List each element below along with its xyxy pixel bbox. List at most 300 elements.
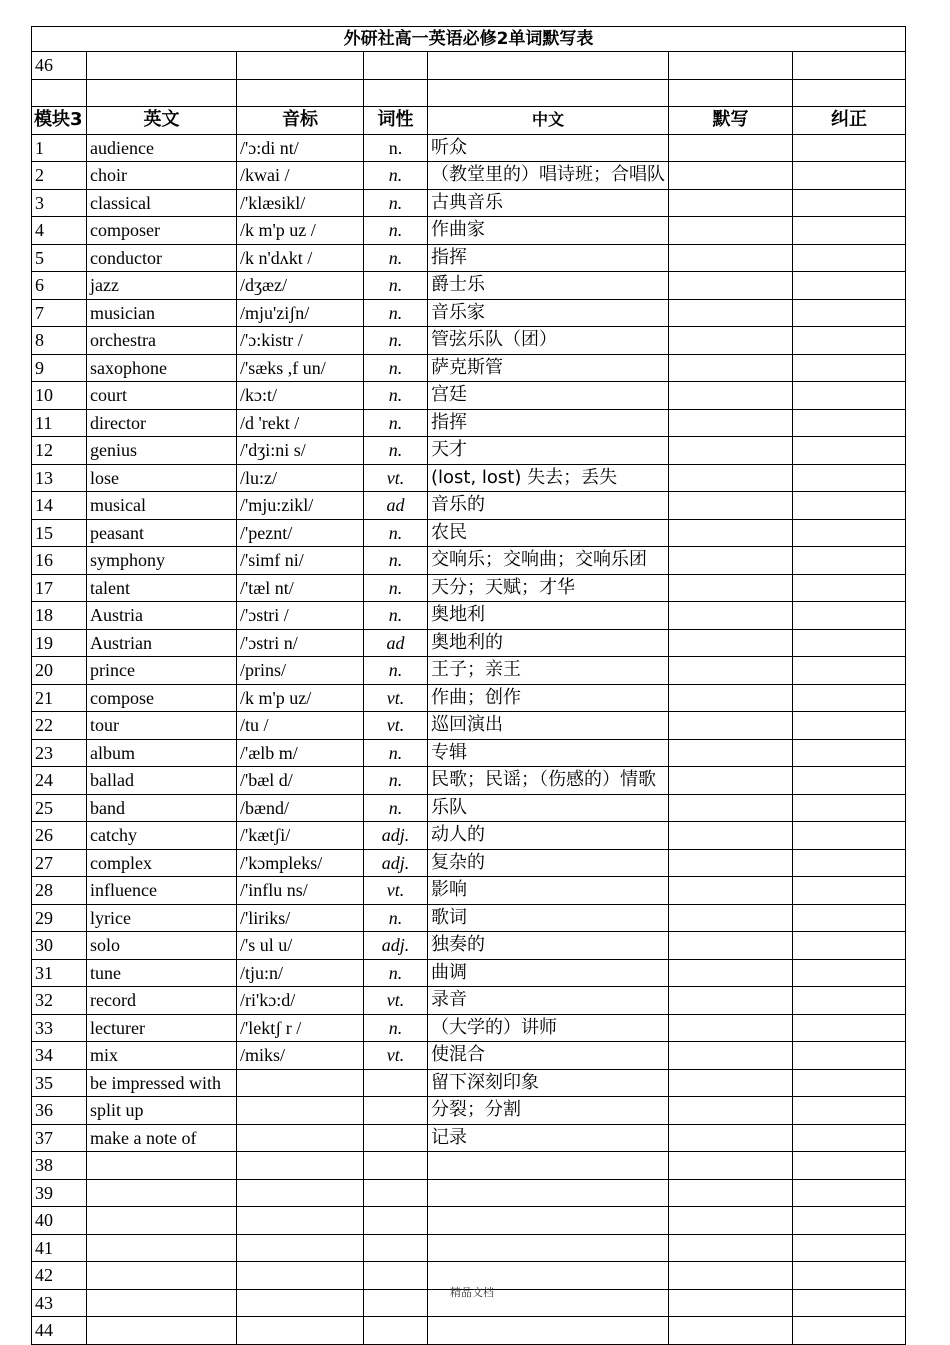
english-word: composer: [87, 217, 237, 245]
phonetic: /ri'kɔ:d/: [237, 987, 364, 1015]
chinese-meaning: 作曲家: [428, 217, 669, 245]
dictation-cell: [669, 712, 793, 740]
row-number: 38: [32, 1152, 87, 1180]
word-row: [32, 739, 906, 767]
row-number: 37: [32, 1124, 87, 1152]
correction-cell: [793, 1289, 906, 1317]
correction-cell: [793, 574, 906, 602]
row-number: 18: [32, 602, 87, 630]
part-of-speech: n.: [364, 767, 428, 795]
english-word: Austria: [87, 602, 237, 630]
part-of-speech: [364, 1179, 428, 1207]
chinese-meaning: 王子；亲王: [428, 657, 669, 685]
chinese-meaning: 专辑: [428, 739, 669, 767]
phonetic: /'sæks ,f un/: [237, 354, 364, 382]
part-of-speech: n.: [364, 354, 428, 382]
dictation-cell: [669, 134, 793, 162]
english-word: director: [87, 409, 237, 437]
part-of-speech: [364, 1317, 428, 1345]
row-number: 39: [32, 1179, 87, 1207]
header-dictation: 默写: [669, 107, 793, 135]
phonetic: /bænd/: [237, 794, 364, 822]
part-of-speech: n.: [364, 299, 428, 327]
part-of-speech: n.: [364, 189, 428, 217]
blank-row: [32, 79, 906, 107]
part-of-speech: ad: [364, 629, 428, 657]
part-of-speech: n.: [364, 794, 428, 822]
word-row: [32, 272, 906, 300]
part-of-speech: n.: [364, 382, 428, 410]
correction-cell: [793, 1317, 906, 1345]
word-row: [32, 1207, 906, 1235]
word-row: [32, 959, 906, 987]
row-number: 30: [32, 932, 87, 960]
phonetic: [237, 1289, 364, 1317]
footer-watermark: 精品文档: [450, 1286, 494, 1299]
phonetic: /d 'rekt /: [237, 409, 364, 437]
correction-cell: [793, 1179, 906, 1207]
dictation-cell: [669, 767, 793, 795]
dictation-cell: [669, 987, 793, 1015]
english-word: conductor: [87, 244, 237, 272]
phonetic: /'bæl d/: [237, 767, 364, 795]
phonetic: /mju'ziʃn/: [237, 299, 364, 327]
dictation-cell: [669, 794, 793, 822]
correction-cell: [793, 1014, 906, 1042]
chinese-meaning: 复杂的: [428, 849, 669, 877]
dictation-cell: [669, 959, 793, 987]
word-row: [32, 244, 906, 272]
dictation-cell: [669, 244, 793, 272]
row-number: 2: [32, 162, 87, 190]
word-row: [32, 162, 906, 190]
chinese-meaning: 天分；天赋；才华: [428, 574, 669, 602]
chinese-meaning: 管弦乐队（团）: [428, 327, 669, 355]
part-of-speech: [364, 1097, 428, 1125]
chinese-meaning: 音乐的: [428, 492, 669, 520]
part-of-speech: ad: [364, 492, 428, 520]
dictation-cell: [669, 1152, 793, 1180]
part-of-speech: [364, 1069, 428, 1097]
phonetic: /'mju:zikl/: [237, 492, 364, 520]
word-row: [32, 382, 906, 410]
english-word: mix: [87, 1042, 237, 1070]
correction-cell: [793, 684, 906, 712]
chinese-meaning: 民歌；民谣；（伤感的）情歌: [428, 767, 669, 795]
phonetic: [237, 1207, 364, 1235]
word-row: [32, 712, 906, 740]
dictation-cell: [669, 602, 793, 630]
part-of-speech: n.: [364, 437, 428, 465]
english-word: [87, 1179, 237, 1207]
dictation-cell: [669, 739, 793, 767]
dictation-cell: [669, 1014, 793, 1042]
vocabulary-table: [31, 26, 906, 1345]
dictation-cell: [669, 1124, 793, 1152]
chinese-meaning: 听众: [428, 134, 669, 162]
row-number: 23: [32, 739, 87, 767]
english-word: split up: [87, 1097, 237, 1125]
dictation-cell: [669, 354, 793, 382]
part-of-speech: n.: [364, 1014, 428, 1042]
row-number: 27: [32, 849, 87, 877]
top-number-row: [32, 52, 906, 80]
word-row: [32, 437, 906, 465]
word-row: [32, 1234, 906, 1262]
word-row: [32, 299, 906, 327]
header-module: 模块3: [32, 107, 87, 135]
phonetic: /'tæl nt/: [237, 574, 364, 602]
english-word: [87, 1317, 237, 1345]
row-number: 24: [32, 767, 87, 795]
correction-cell: [793, 1042, 906, 1070]
dictation-cell: [669, 409, 793, 437]
word-row: [32, 354, 906, 382]
phonetic: [237, 1262, 364, 1290]
correction-cell: [793, 877, 906, 905]
row-number: 40: [32, 1207, 87, 1235]
phonetic: /k n'dʌkt /: [237, 244, 364, 272]
chinese-meaning: 影响: [428, 877, 669, 905]
correction-cell: [793, 794, 906, 822]
word-row: [32, 217, 906, 245]
phonetic: /'ɔ:di nt/: [237, 134, 364, 162]
correction-cell: [793, 1152, 906, 1180]
chinese-meaning: 歌词: [428, 904, 669, 932]
english-word: prince: [87, 657, 237, 685]
english-word: lose: [87, 464, 237, 492]
header-phonetic: 音标: [237, 107, 364, 135]
english-word: orchestra: [87, 327, 237, 355]
chinese-meaning: 爵士乐: [428, 272, 669, 300]
row-number: 28: [32, 877, 87, 905]
word-row: [32, 877, 906, 905]
sheet-title: 外研社高一英语必修2单词默写表: [32, 27, 906, 52]
word-row: [32, 822, 906, 850]
word-row: [32, 987, 906, 1015]
word-row: [32, 574, 906, 602]
chinese-meaning: [428, 1207, 669, 1235]
phonetic: /tu /: [237, 712, 364, 740]
word-row: [32, 1317, 906, 1345]
english-word: ballad: [87, 767, 237, 795]
dictation-cell: [669, 822, 793, 850]
word-row: [32, 547, 906, 575]
word-row: [32, 794, 906, 822]
header-correction: 纠正: [793, 107, 906, 135]
correction-cell: [793, 189, 906, 217]
correction-cell: [793, 1207, 906, 1235]
word-row: [32, 904, 906, 932]
dictation-cell: [669, 1289, 793, 1317]
part-of-speech: vt.: [364, 712, 428, 740]
word-row: [32, 464, 906, 492]
dictation-cell: [669, 547, 793, 575]
chinese-meaning: 奥地利的: [428, 629, 669, 657]
phonetic: /k m'p uz /: [237, 217, 364, 245]
row-number: 21: [32, 684, 87, 712]
row-number: 9: [32, 354, 87, 382]
row-number: 7: [32, 299, 87, 327]
english-word: album: [87, 739, 237, 767]
phonetic: /'klæsikl/: [237, 189, 364, 217]
english-word: talent: [87, 574, 237, 602]
part-of-speech: n.: [364, 162, 428, 190]
correction-cell: [793, 437, 906, 465]
correction-cell: [793, 244, 906, 272]
chinese-meaning: 古典音乐: [428, 189, 669, 217]
english-word: genius: [87, 437, 237, 465]
row-number: 17: [32, 574, 87, 602]
word-row: [32, 1152, 906, 1180]
phonetic: [237, 1097, 364, 1125]
english-word: [87, 1262, 237, 1290]
english-word: peasant: [87, 519, 237, 547]
chinese-meaning: 使混合: [428, 1042, 669, 1070]
dictation-cell: [669, 1179, 793, 1207]
part-of-speech: [364, 1152, 428, 1180]
title-row: [32, 27, 906, 52]
part-of-speech: n.: [364, 959, 428, 987]
phonetic: [237, 1317, 364, 1345]
part-of-speech: vt.: [364, 464, 428, 492]
part-of-speech: adj.: [364, 932, 428, 960]
chinese-meaning: 乐队: [428, 794, 669, 822]
part-of-speech: [364, 1289, 428, 1317]
english-word: saxophone: [87, 354, 237, 382]
english-word: be impressed with: [87, 1069, 237, 1097]
row-number: 36: [32, 1097, 87, 1125]
correction-cell: [793, 547, 906, 575]
correction-cell: [793, 767, 906, 795]
dictation-cell: [669, 217, 793, 245]
dictation-cell: [669, 1207, 793, 1235]
dictation-cell: [669, 932, 793, 960]
dictation-cell: [669, 299, 793, 327]
phonetic: /'s ul u/: [237, 932, 364, 960]
english-word: court: [87, 382, 237, 410]
dictation-cell: [669, 877, 793, 905]
part-of-speech: n.: [364, 134, 428, 162]
row-number: 35: [32, 1069, 87, 1097]
dictation-cell: [669, 904, 793, 932]
word-row: [32, 1097, 906, 1125]
part-of-speech: vt.: [364, 1042, 428, 1070]
part-of-speech: adj.: [364, 849, 428, 877]
row-number: 16: [32, 547, 87, 575]
dictation-cell: [669, 657, 793, 685]
chinese-meaning: 天才: [428, 437, 669, 465]
row-number: 10: [32, 382, 87, 410]
phonetic: /kɔ:t/: [237, 382, 364, 410]
english-word: record: [87, 987, 237, 1015]
row-number: 4: [32, 217, 87, 245]
chinese-meaning: 曲调: [428, 959, 669, 987]
phonetic: [237, 1234, 364, 1262]
english-word: [87, 1289, 237, 1317]
correction-cell: [793, 492, 906, 520]
correction-cell: [793, 299, 906, 327]
row-number: 44: [32, 1317, 87, 1345]
correction-cell: [793, 1097, 906, 1125]
chinese-meaning: 分裂；分割: [428, 1097, 669, 1125]
chinese-meaning: 动人的: [428, 822, 669, 850]
chinese-meaning: 独奏的: [428, 932, 669, 960]
word-row: [32, 189, 906, 217]
part-of-speech: vt.: [364, 987, 428, 1015]
correction-cell: [793, 409, 906, 437]
row-number: 43: [32, 1289, 87, 1317]
row-number: 32: [32, 987, 87, 1015]
correction-cell: [793, 959, 906, 987]
english-word: tune: [87, 959, 237, 987]
part-of-speech: vt.: [364, 684, 428, 712]
phonetic: /'liriks/: [237, 904, 364, 932]
english-word: jazz: [87, 272, 237, 300]
correction-cell: [793, 822, 906, 850]
phonetic: /prins/: [237, 657, 364, 685]
word-row: [32, 657, 906, 685]
part-of-speech: adj.: [364, 822, 428, 850]
phonetic: /'lektʃ r /: [237, 1014, 364, 1042]
header-pos: 词性: [364, 107, 428, 135]
row-number: 14: [32, 492, 87, 520]
english-word: tour: [87, 712, 237, 740]
part-of-speech: n.: [364, 409, 428, 437]
part-of-speech: [364, 1124, 428, 1152]
part-of-speech: n.: [364, 602, 428, 630]
row-number: 3: [32, 189, 87, 217]
chinese-meaning: 录音: [428, 987, 669, 1015]
english-word: choir: [87, 162, 237, 190]
dictation-cell: [669, 1042, 793, 1070]
phonetic: /'influ ns/: [237, 877, 364, 905]
part-of-speech: n.: [364, 904, 428, 932]
word-row: [32, 1179, 906, 1207]
dictation-cell: [669, 382, 793, 410]
english-word: Austrian: [87, 629, 237, 657]
correction-cell: [793, 932, 906, 960]
english-word: musical: [87, 492, 237, 520]
chinese-meaning: 宫廷: [428, 382, 669, 410]
phonetic: /'dʒi:ni s/: [237, 437, 364, 465]
word-row: [32, 1014, 906, 1042]
dictation-cell: [669, 1317, 793, 1345]
correction-cell: [793, 1234, 906, 1262]
english-word: lecturer: [87, 1014, 237, 1042]
part-of-speech: n.: [364, 519, 428, 547]
dictation-cell: [669, 1234, 793, 1262]
row-number: 6: [32, 272, 87, 300]
dictation-cell: [669, 519, 793, 547]
correction-cell: [793, 327, 906, 355]
row-number: 26: [32, 822, 87, 850]
word-row: [32, 932, 906, 960]
english-word: [87, 1207, 237, 1235]
phonetic: /k m'p uz/: [237, 684, 364, 712]
chinese-meaning: [428, 1234, 669, 1262]
part-of-speech: n.: [364, 272, 428, 300]
chinese-meaning: 指挥: [428, 409, 669, 437]
phonetic: /'kætʃi/: [237, 822, 364, 850]
part-of-speech: n.: [364, 574, 428, 602]
chinese-meaning: [428, 1179, 669, 1207]
correction-cell: [793, 1124, 906, 1152]
chinese-meaning: 音乐家: [428, 299, 669, 327]
row-number: 19: [32, 629, 87, 657]
dictation-cell: [669, 492, 793, 520]
chinese-meaning: 巡回演出: [428, 712, 669, 740]
row-number: 13: [32, 464, 87, 492]
english-word: solo: [87, 932, 237, 960]
word-row: [32, 519, 906, 547]
chinese-meaning: （大学的）讲师: [428, 1014, 669, 1042]
phonetic: [237, 1124, 364, 1152]
phonetic: /'ɔstri n/: [237, 629, 364, 657]
top-row-number: 46: [32, 52, 87, 80]
english-word: influence: [87, 877, 237, 905]
dictation-cell: [669, 464, 793, 492]
phonetic: /'ɔstri /: [237, 602, 364, 630]
correction-cell: [793, 739, 906, 767]
part-of-speech: n.: [364, 739, 428, 767]
chinese-meaning: (lost, lost) 失去；丢失: [428, 464, 669, 492]
english-word: classical: [87, 189, 237, 217]
correction-cell: [793, 657, 906, 685]
chinese-meaning: 留下深刻印象: [428, 1069, 669, 1097]
word-row: [32, 849, 906, 877]
phonetic: [237, 1152, 364, 1180]
chinese-meaning: 交响乐；交响曲；交响乐团: [428, 547, 669, 575]
correction-cell: [793, 354, 906, 382]
phonetic: [237, 1179, 364, 1207]
phonetic: /'simf ni/: [237, 547, 364, 575]
dictation-cell: [669, 437, 793, 465]
correction-cell: [793, 382, 906, 410]
header-chinese: 中文: [428, 107, 669, 135]
correction-cell: [793, 464, 906, 492]
dictation-cell: [669, 574, 793, 602]
dictation-cell: [669, 1069, 793, 1097]
row-number: 41: [32, 1234, 87, 1262]
correction-cell: [793, 602, 906, 630]
correction-cell: [793, 987, 906, 1015]
correction-cell: [793, 1069, 906, 1097]
row-number: 8: [32, 327, 87, 355]
word-row: [32, 684, 906, 712]
phonetic: /'ɔ:kistr /: [237, 327, 364, 355]
correction-cell: [793, 904, 906, 932]
phonetic: /miks/: [237, 1042, 364, 1070]
chinese-meaning: 作曲；创作: [428, 684, 669, 712]
dictation-cell: [669, 1262, 793, 1290]
phonetic: [237, 1069, 364, 1097]
row-number: 20: [32, 657, 87, 685]
dictation-cell: [669, 162, 793, 190]
correction-cell: [793, 629, 906, 657]
word-row: [32, 767, 906, 795]
row-number: 29: [32, 904, 87, 932]
word-row: [32, 629, 906, 657]
part-of-speech: n.: [364, 547, 428, 575]
correction-cell: [793, 849, 906, 877]
part-of-speech: n.: [364, 244, 428, 272]
chinese-meaning: （教堂里的）唱诗班；合唱队: [428, 162, 669, 190]
english-word: complex: [87, 849, 237, 877]
english-word: make a note of: [87, 1124, 237, 1152]
row-number: 1: [32, 134, 87, 162]
dictation-cell: [669, 272, 793, 300]
